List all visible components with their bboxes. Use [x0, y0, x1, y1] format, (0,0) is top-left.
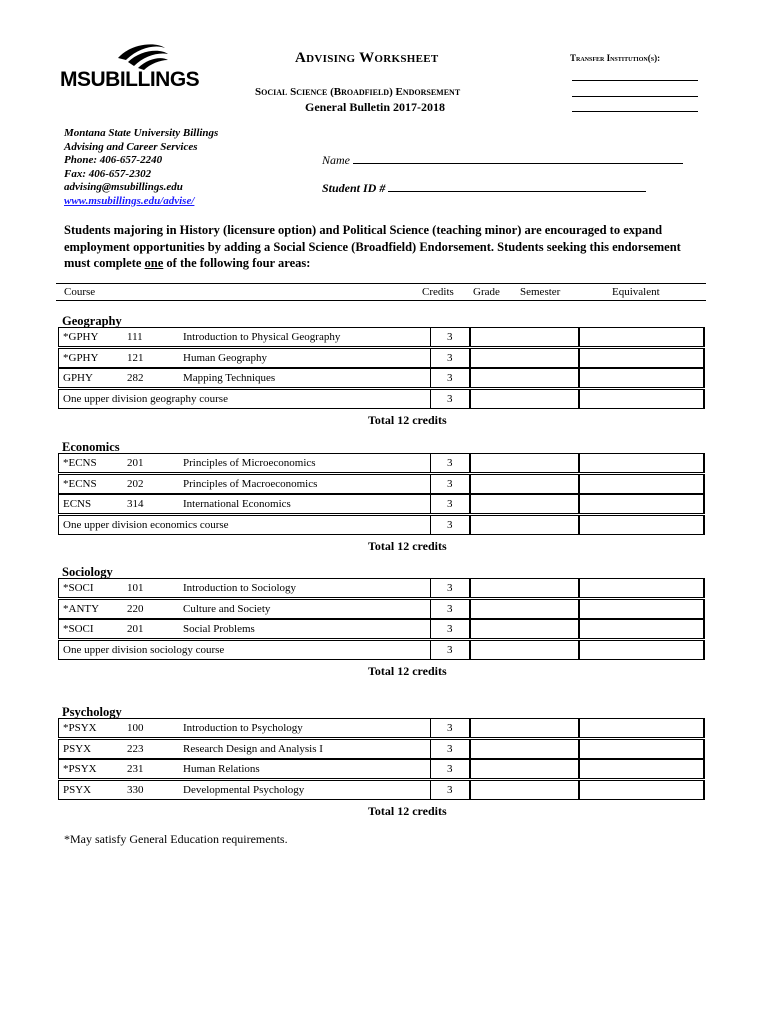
credits-cell — [430, 599, 470, 619]
credits-value: 3 — [447, 498, 453, 510]
credits-value: 3 — [447, 722, 453, 734]
grade-cell[interactable] — [470, 368, 579, 388]
semester-cell[interactable] — [579, 578, 705, 598]
grade-cell[interactable] — [470, 718, 579, 738]
credits-value: 3 — [447, 783, 453, 796]
bulletin-year: General Bulletin 2017-2018 — [305, 100, 445, 114]
section-title-economics: Economics — [62, 440, 120, 454]
course-number: 201 — [127, 623, 144, 635]
transfer-line-1[interactable] — [572, 80, 698, 81]
course-row — [58, 739, 704, 759]
course-row — [58, 327, 704, 347]
contact-website-link[interactable]: www.msubillings.edu/advise/ — [64, 194, 195, 207]
logo-text: MSUBILLINGS — [60, 68, 200, 91]
semester-cell[interactable] — [579, 718, 705, 738]
course-name: Principles of Microeconomics — [183, 457, 316, 469]
course-row — [58, 494, 704, 514]
credits-value: 3 — [447, 742, 453, 755]
course-prefix: PSYX — [63, 783, 92, 796]
credits-cell — [430, 718, 470, 738]
course-name: Introduction to Physical Geography — [183, 331, 341, 343]
name-field[interactable] — [322, 153, 683, 168]
credits-cell — [430, 780, 470, 800]
semester-cell[interactable] — [579, 494, 705, 514]
section-title-psychology: Psychology — [62, 705, 122, 719]
course-number: 330 — [127, 783, 144, 796]
course-name: Mapping Techniques — [183, 372, 276, 384]
course-number: 282 — [127, 372, 144, 384]
grade-cell[interactable] — [470, 348, 579, 368]
course-row — [58, 474, 704, 494]
course-row — [58, 368, 704, 388]
contact-office: Advising and Career Services — [64, 140, 198, 153]
credits-value: 3 — [447, 457, 453, 469]
student-id-input-line[interactable] — [388, 181, 646, 192]
grade-cell[interactable] — [470, 578, 579, 598]
course-number: 111 — [127, 331, 143, 343]
course-row — [58, 780, 704, 800]
credits-cell — [430, 640, 470, 660]
intro-text-after: of the following four areas: — [163, 256, 311, 270]
credits-cell — [430, 453, 470, 473]
course-prefix: *PSYX — [63, 763, 97, 775]
student-id-label: Student ID # — [322, 181, 386, 195]
course-number: 101 — [127, 582, 144, 594]
semester-cell[interactable] — [579, 453, 705, 473]
footnote: *May satisfy General Education requirements. — [64, 832, 288, 846]
semester-cell[interactable] — [579, 327, 705, 347]
course-prefix: *ANTY — [63, 602, 100, 615]
credits-cell — [430, 759, 470, 779]
grade-cell[interactable] — [470, 619, 579, 639]
msu-billings-logo — [60, 42, 220, 98]
course-name: International Economics — [183, 498, 291, 510]
course-row — [58, 619, 704, 639]
semester-cell[interactable] — [579, 368, 705, 388]
course-prefix: ECNS — [63, 498, 92, 510]
course-row — [58, 640, 704, 660]
credits-value: 3 — [447, 763, 453, 775]
course-prefix: One upper division sociology course — [63, 643, 225, 656]
column-header-row — [56, 283, 706, 301]
section-title-sociology: Sociology — [62, 565, 113, 579]
course-prefix: One upper division geography course — [63, 392, 228, 405]
course-prefix: *SOCI — [63, 582, 94, 594]
credits-value: 3 — [447, 392, 453, 405]
course-row — [58, 389, 704, 409]
grade-cell[interactable] — [470, 599, 579, 619]
section-title-geography: Geography — [62, 314, 122, 328]
section-total: Total 12 credits — [368, 539, 447, 553]
course-row — [58, 578, 704, 598]
grade-cell[interactable] — [470, 474, 579, 494]
course-row — [58, 453, 704, 473]
grade-cell[interactable] — [470, 515, 579, 535]
course-number: 100 — [127, 722, 144, 734]
credits-value: 3 — [447, 351, 453, 364]
course-name: Human Geography — [183, 351, 268, 364]
grade-cell[interactable] — [470, 780, 579, 800]
semester-cell[interactable] — [579, 599, 705, 619]
course-number: 220 — [127, 602, 144, 615]
course-row — [58, 348, 704, 368]
transfer-institution-label: Transfer Institution(s): — [570, 53, 661, 63]
contact-email: advising@msubillings.edu — [64, 181, 183, 193]
credits-cell — [430, 327, 470, 347]
course-prefix: *PSYX — [63, 722, 97, 734]
intro-underlined: one — [144, 256, 164, 270]
grade-cell[interactable] — [470, 389, 579, 409]
section-total: Total 12 credits — [368, 664, 447, 678]
section-total: Total 12 credits — [368, 804, 447, 818]
course-prefix: *GPHY — [63, 331, 99, 343]
contact-fax: Fax: 406-657-2302 — [64, 167, 152, 180]
col-credits: Credits — [422, 286, 454, 298]
credits-value: 3 — [447, 372, 453, 384]
course-prefix: *SOCI — [63, 623, 94, 635]
course-prefix: GPHY — [63, 372, 93, 384]
col-course: Course — [64, 286, 96, 298]
contact-block — [64, 127, 218, 208]
course-row — [58, 599, 704, 619]
course-prefix: One upper division economics course — [63, 518, 229, 531]
course-number: 223 — [127, 742, 144, 755]
semester-cell[interactable] — [579, 389, 705, 409]
col-grade: Grade — [473, 286, 500, 298]
semester-cell[interactable] — [579, 759, 705, 779]
course-prefix: *ECNS — [63, 477, 97, 490]
transfer-line-3[interactable] — [572, 111, 698, 112]
semester-cell[interactable] — [579, 619, 705, 639]
course-name: Human Relations — [183, 763, 260, 775]
grade-cell[interactable] — [470, 640, 579, 660]
credits-value: 3 — [447, 643, 453, 656]
course-number: 231 — [127, 763, 144, 775]
credits-cell — [430, 578, 470, 598]
name-input-line[interactable] — [353, 153, 683, 164]
course-name: Principles of Macroeconomics — [183, 477, 318, 490]
credits-cell — [430, 474, 470, 494]
section-total: Total 12 credits — [368, 413, 447, 427]
course-number: 314 — [127, 498, 144, 510]
semester-cell[interactable] — [579, 474, 705, 494]
page-subtitle: Social Science (Broadfield) Endorsement — [255, 86, 461, 98]
page-title: Advising Worksheet — [295, 50, 439, 66]
col-equivalent: Equivalent — [612, 286, 660, 298]
course-name: Introduction to Sociology — [183, 582, 297, 594]
grade-cell[interactable] — [470, 759, 579, 779]
intro-text-before: Students majoring in History (licensure option) and Political Science (teaching minor) are encouraged to expand employment opportunities by adding a Social Science (Broadfield) Endorsement. Students seeking this endorsement must complete — [64, 223, 681, 270]
student-id-field[interactable] — [322, 181, 646, 196]
grade-cell[interactable] — [470, 494, 579, 514]
semester-cell[interactable] — [579, 515, 705, 535]
intro-paragraph — [64, 222, 704, 272]
credits-cell — [430, 619, 470, 639]
course-row — [58, 515, 704, 535]
semester-cell[interactable] — [579, 780, 705, 800]
credits-cell — [430, 348, 470, 368]
credits-cell — [430, 368, 470, 388]
course-name: Introduction to Psychology — [183, 722, 303, 734]
credits-cell — [430, 494, 470, 514]
credits-value: 3 — [447, 602, 453, 615]
course-number: 202 — [127, 477, 144, 490]
credits-cell — [430, 739, 470, 759]
grade-cell[interactable] — [470, 739, 579, 759]
credits-cell — [430, 515, 470, 535]
semester-cell[interactable] — [579, 640, 705, 660]
contact-university: Montana State University Billings — [64, 127, 219, 139]
course-name: Developmental Psychology — [183, 783, 305, 796]
grade-cell[interactable] — [470, 453, 579, 473]
transfer-line-2[interactable] — [572, 96, 698, 97]
credits-value: 3 — [447, 623, 453, 635]
course-prefix: *GPHY — [63, 351, 99, 364]
course-row — [58, 759, 704, 779]
course-number: 201 — [127, 457, 144, 469]
course-name: Culture and Society — [183, 602, 271, 615]
col-semester: Semester — [520, 286, 561, 298]
course-row — [58, 718, 704, 738]
course-prefix: *ECNS — [63, 457, 97, 469]
semester-cell[interactable] — [579, 348, 705, 368]
credits-value: 3 — [447, 582, 453, 594]
course-name: Research Design and Analysis I — [183, 742, 323, 755]
credits-value: 3 — [447, 477, 453, 490]
contact-phone: Phone: 406-657-2240 — [64, 154, 163, 166]
course-name: Social Problems — [183, 623, 255, 635]
semester-cell[interactable] — [579, 739, 705, 759]
grade-cell[interactable] — [470, 327, 579, 347]
credits-value: 3 — [447, 331, 453, 343]
course-number: 121 — [127, 351, 144, 364]
name-label: Name — [322, 153, 350, 167]
credits-value: 3 — [447, 518, 453, 531]
course-prefix: PSYX — [63, 742, 92, 755]
credits-cell — [430, 389, 470, 409]
